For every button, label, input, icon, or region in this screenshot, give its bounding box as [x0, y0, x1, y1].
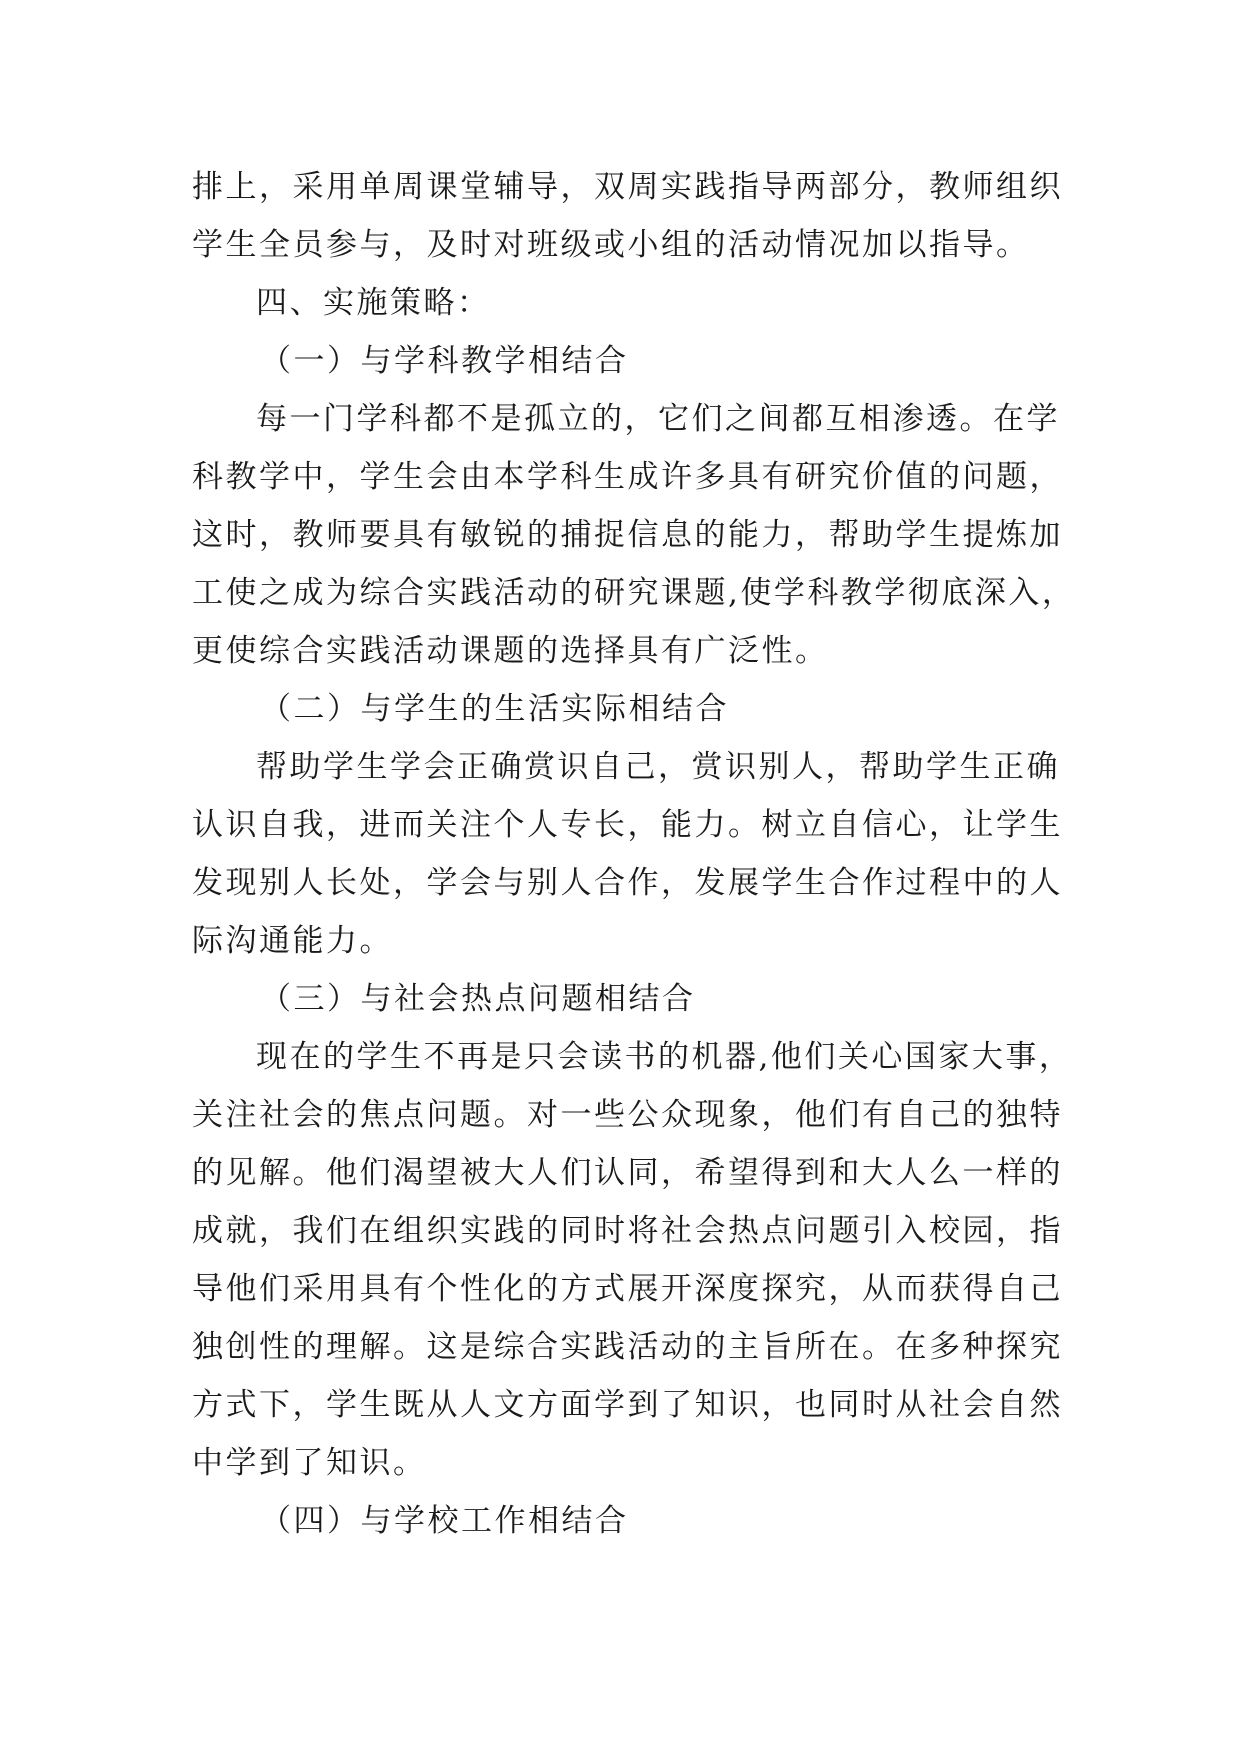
section-heading: 四、实施策略：: [256, 285, 491, 321]
paragraph-line: 导他们采用具有个性化的方式展开深度探究，从而获得自己: [192, 1271, 1063, 1307]
paragraph-line: 方式下，学生既从人文方面学到了知识，也同时从社会自然: [192, 1387, 1063, 1423]
paragraph-line: 的见解。他们渴望被大人们认同，希望得到和大人么一样的: [192, 1155, 1063, 1191]
paragraph-line: 现在的学生不再是只会读书的机器,他们关心国家大事，: [256, 1039, 1073, 1075]
subsection-heading: （一）与学科教学相结合: [260, 343, 629, 379]
paragraph-line: 成就，我们在组织实践的同时将社会热点问题引入校园，指: [192, 1213, 1063, 1249]
paragraph-line: 更使综合实践活动课题的选择具有广泛性。: [192, 633, 829, 669]
subsection-heading: （四）与学校工作相结合: [260, 1503, 629, 1539]
paragraph-line: 每一门学科都不是孤立的，它们之间都互相渗透。在学: [256, 401, 1060, 437]
paragraph-line: 工使之成为综合实践活动的研究课题,使学科教学彻底深入，: [192, 575, 1076, 611]
subsection-heading: （二）与学生的生活实际相结合: [260, 691, 729, 727]
paragraph-line: 学生全员参与，及时对班级或小组的活动情况加以指导。: [192, 227, 1030, 263]
paragraph-line: 独创性的理解。这是综合实践活动的主旨所在。在多种探究: [192, 1329, 1063, 1365]
paragraph-line: 关注社会的焦点问题。对一些公众现象，他们有自己的独特: [192, 1097, 1063, 1133]
document-body: [192, 158, 1076, 1550]
paragraph-line: 中学到了知识。: [192, 1445, 427, 1481]
paragraph-line: 发现别人长处，学会与别人合作，发展学生合作过程中的人: [192, 865, 1063, 901]
paragraph-line: 排上，采用单周课堂辅导，双周实践指导两部分，教师组织: [192, 169, 1063, 205]
paragraph-line: 认识自我，进而关注个人专长，能力。树立自信心，让学生: [192, 807, 1063, 843]
paragraph-line: 这时，教师要具有敏锐的捕捉信息的能力，帮助学生提炼加: [192, 517, 1063, 553]
subsection-heading: （三）与社会热点问题相结合: [260, 981, 696, 1017]
paragraph-line: 科教学中，学生会由本学科生成许多具有研究价值的问题，: [192, 459, 1063, 495]
paragraph-line: 帮助学生学会正确赏识自己，赏识别人，帮助学生正确: [256, 749, 1060, 785]
paragraph-line: 际沟通能力。: [192, 923, 393, 959]
